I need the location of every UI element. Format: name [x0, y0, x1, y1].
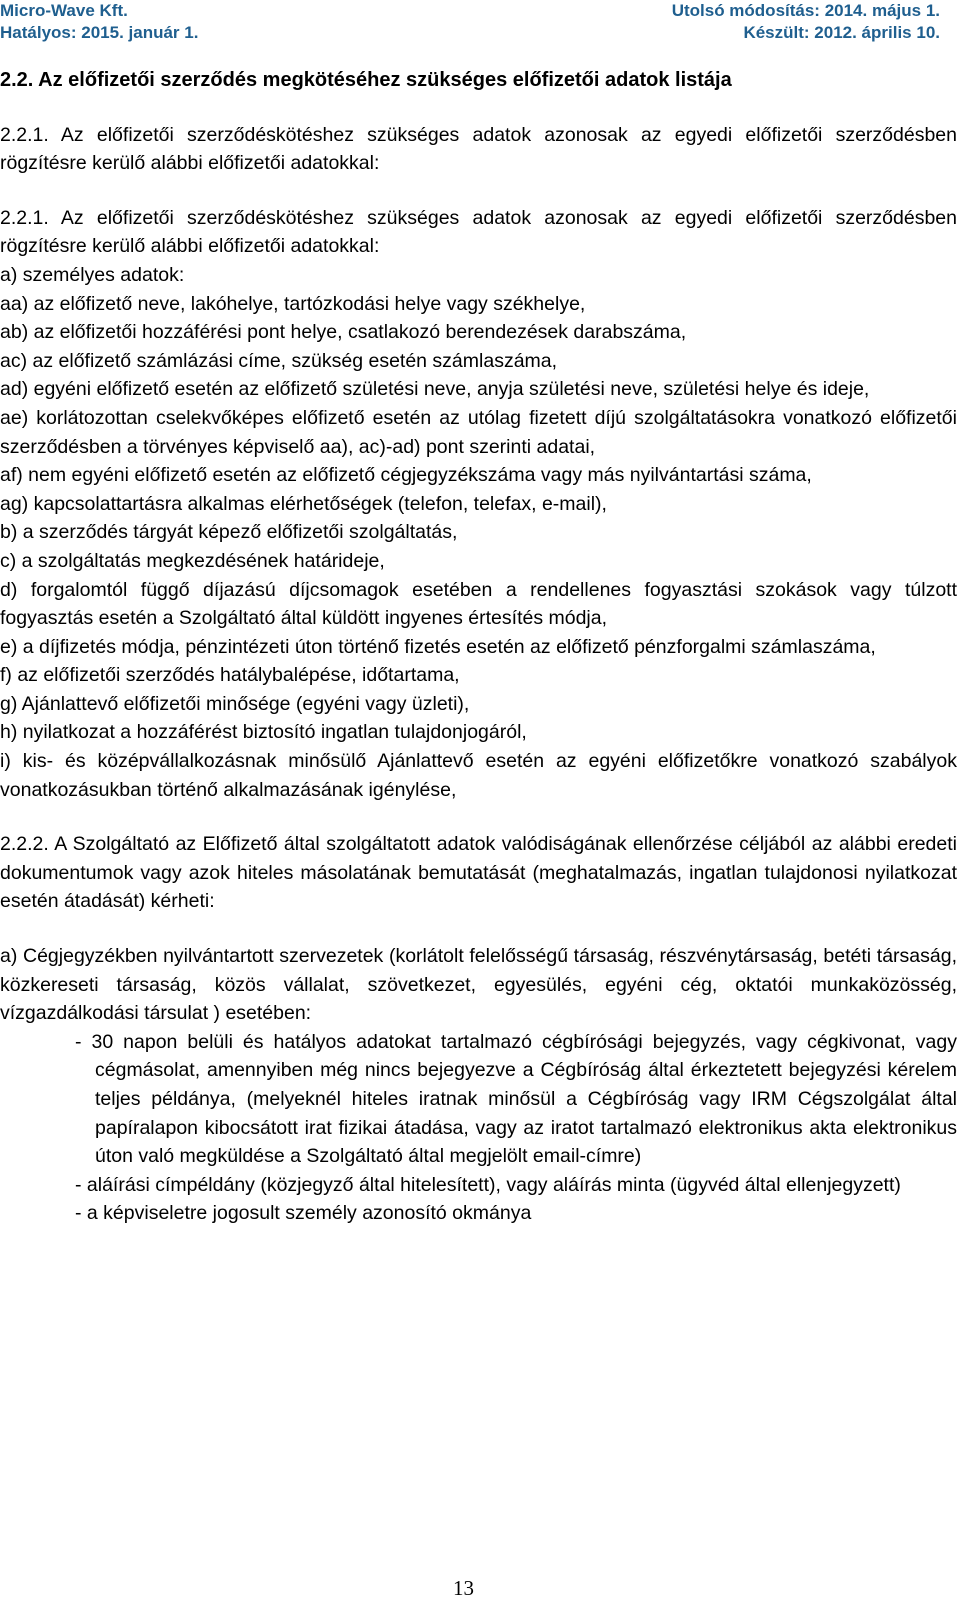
data-item: b) a szerződés tárgyát képező előfizetői szolgáltatás,: [0, 521, 458, 544]
spacer: [0, 916, 957, 942]
data-item: c) a szolgáltatás megkezdésének határideje,: [0, 549, 385, 572]
document-list: [0, 1028, 957, 1228]
page-number: 13: [453, 1576, 474, 1600]
data-item: ac) az előfizető számlázási címe, szükség esetén számlaszáma,: [0, 349, 558, 372]
list-item: - a képviseletre jogosult személy azonosító okmánya: [75, 1202, 532, 1225]
section-2-2-2-paragraph: 2.2.2. A Szolgáltató az Előfizető által szolgáltatott adatok valódiságának ellenőrzése céljából az alábbi eredeti dokumentumok vagy azok hiteles másolatának bemutatását (meghatalmazás, ingatlan tulajdonosi nyilatkozat esetén átadását) kérheti:: [0, 833, 957, 913]
data-item: ag) kapcsolattartásra alkalmas elérhetőségek (telefon, telefax, e-mail),: [0, 492, 607, 515]
data-item: h) nyilatkozat a hozzáférést biztosító ingatlan tulajdonjogáról,: [0, 721, 527, 744]
data-item: aa) az előfizető neve, lakóhelye, tartózkodási helye vagy székhelye,: [0, 292, 586, 315]
data-item: af) nem egyéni előfizető esetén az előfizető cégjegyzékszáma vagy más nyilvántartási száma,: [0, 464, 812, 487]
spacer: [0, 804, 957, 830]
intro-paragraph: 2.2.1. Az előfizetői szerződéskötéshez szükséges adatok azonosak az egyedi előfizetői szerződésben rögzítésre kerülő alábbi előfizetői adatokkal:: [0, 123, 957, 175]
header-created-date: Készült: 2012. április 10.: [743, 23, 940, 42]
data-item: e) a díjfizetés módja, pénzintézeti úton történő fizetés esetén az előfizető pénzforgalmi számlaszáma,: [0, 635, 876, 658]
data-item: ad) egyéni előfizető esetén az előfizető születési neve, anyja születési neve, születési helye és ideje,: [0, 378, 870, 401]
header-modified-date: Utolsó módosítás: 2014. május 1.: [671, 1, 940, 20]
data-item: ab) az előfizetői hozzáférési pont helye, csatlakozó berendezések darabszáma,: [0, 321, 687, 344]
companies-paragraph: a) Cégjegyzékben nyilvántartott szervezetek (korlátolt felelősségű társaság, részvénytársaság, betéti társaság, közkereseti társaság, közös vállalat, szövetkezet, egyesülés, egyéni cég, oktatói munkaközösség, vízgazdálkodási társulat ) esetében:: [0, 945, 957, 1025]
spacer: [0, 178, 957, 204]
list-item: - aláírási címpéldány (közjegyző által hitelesített), vagy aláírás minta (ügyvéd által ellenjegyzett): [75, 1173, 901, 1196]
data-item: i) kis- és középvállalkozásnak minősülő Ajánlattevő esetén az egyéni előfizetőkre vonatkozó szabályok vonatkozásukban történő alkalmazásának igénylése,: [0, 750, 957, 801]
data-item: 2.2.1. Az előfizetői szerződéskötéshez szükséges adatok azonosak az egyedi előfizetői szerződésben rögzítésre kerülő alábbi előfizetői adatokkal:: [0, 206, 957, 258]
header-company: Micro-Wave Kft.: [0, 1, 128, 20]
data-item: a) személyes adatok:: [0, 263, 185, 286]
data-item: g) Ajánlattevő előfizetői minősége (egyéni vagy üzleti),: [0, 692, 470, 715]
list-item: - 30 napon belüli és hatályos adatokat tartalmazó cégbírósági bejegyzés, vagy cégkivonat, vagy cégmásolat, amennyiben még nincs bejegyezve a Cégbíróság által érkeztetett bejegyzési kérelem teljes példánya, (melyeknél hiteles iratnak minősül a Cégbíróság vagy IRM Cégszolgálat által papíralapon kibocsátott irat fizikai átadása, vagy az iratot tartalmazó elektronikus akta elektronikus úton való megküldése a Szolgáltató által megjelölt email-címre): [75, 1030, 957, 1168]
data-item: f) az előfizetői szerződés hatálybalépése, időtartama,: [0, 664, 460, 687]
header-effective-date: Hatályos: 2015. január 1.: [0, 23, 199, 42]
data-item: d) forgalomtól függő díjazású díjcsomagok esetében a rendellenes fogyasztási szokások vagy túlzott fogyasztás esetén a Szolgáltató által küldött ingyenes értesítés módja,: [0, 578, 957, 630]
section-title: 2.2. Az előfizetői szerződés megkötéséhez szükséges előfizetői adatok listája: [0, 69, 732, 91]
document-body: [0, 66, 957, 1228]
data-item: ae) korlátozottan cselekvőképes előfizető esetén az utólag fizetett díjú szolgáltatásokra vonatkozó előfizetői szerződésben a törvényes képviselő aa), ac)-ad) pont szerinti adatai,: [0, 406, 957, 458]
